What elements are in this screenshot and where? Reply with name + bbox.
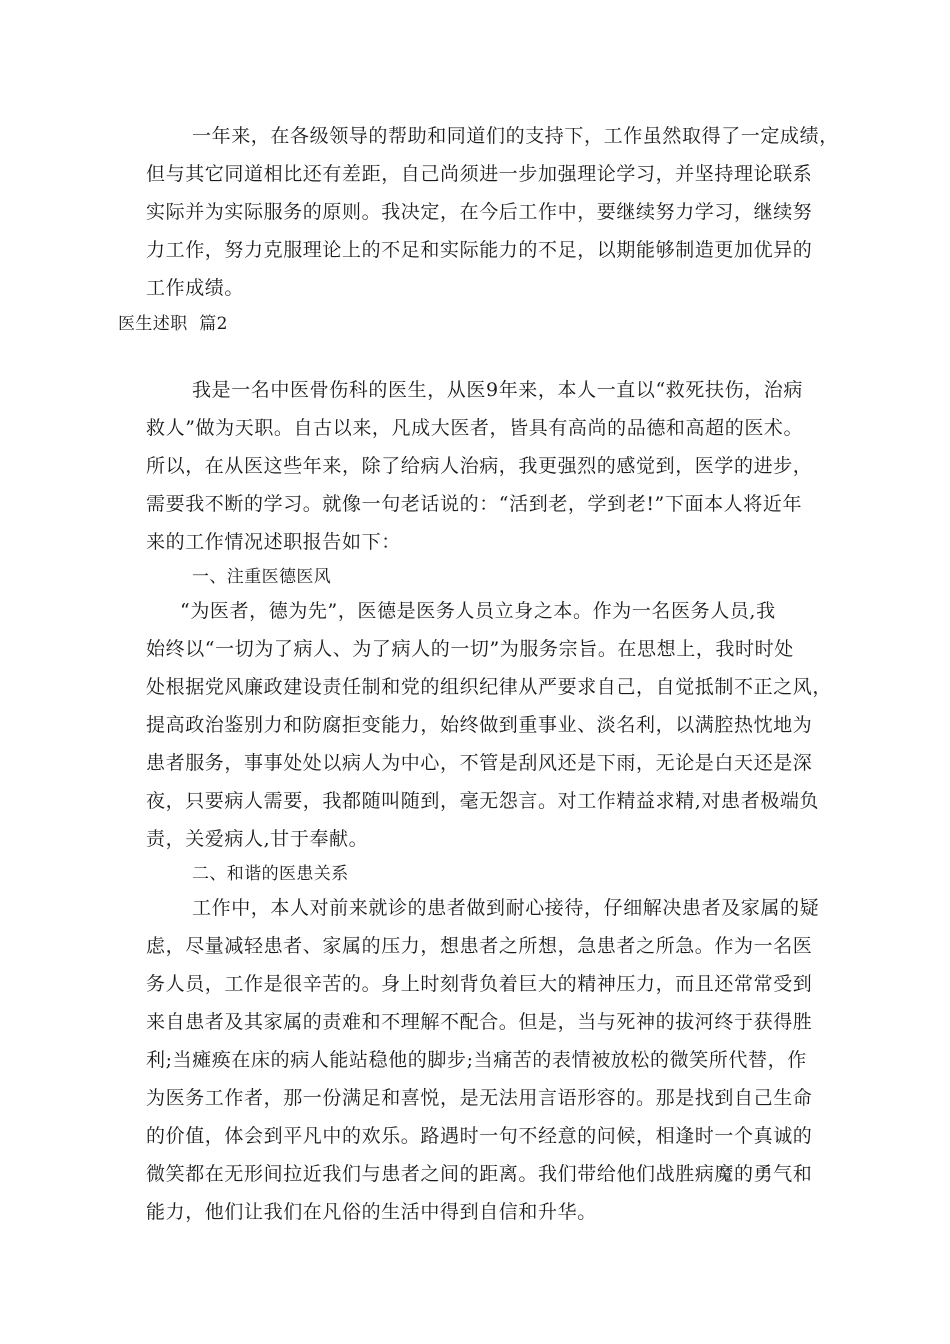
paragraph4-line-3: 务人员，工作是很辛苦的。身上时刻背负着巨大的精神压力，而且还常常受到 xyxy=(146,973,813,995)
subheading-medical-ethics: 一、注重医德医风 xyxy=(192,567,332,587)
paragraph4-line-1: 工作中，本人对前来就诊的患者做到耐心接待，仔细解决患者及家属的疑 xyxy=(192,897,820,919)
paragraph4-line-9: 能力，他们让我们在凡俗的生活中得到自信和升华。 xyxy=(146,1201,597,1223)
paragraph2-line-5: 来的工作情况述职报告如下： xyxy=(146,531,401,553)
subheading-doctor-patient-relations: 二、和谐的医患关系 xyxy=(192,864,349,884)
paragraph3-line-6: 夜，只要病人需要，我都随叫随到，毫无怨言。对工作精益求精,对患者极端负 xyxy=(146,790,820,812)
paragraph3-line-4: 提高政治鉴别力和防腐拒变能力，始终做到重事业、淡名利，以满腔热忱地为 xyxy=(146,714,813,736)
paragraph1-line-2: 但与其它同道相比还有差距，自己尚须进一步加强理论学习，并坚持理论联系 xyxy=(146,163,813,185)
paragraph1-line-3: 实际并为实际服务的原则。我决定，在今后工作中，要继续努力学习，继续努 xyxy=(146,201,813,223)
paragraph4-line-2: 虑，尽量减轻患者、家属的压力，想患者之所想，急患者之所急。作为一名医 xyxy=(146,935,813,957)
paragraph4-line-6: 为医务工作者，那一份满足和喜悦，是无法用言语形容的。那是找到自己生命 xyxy=(146,1087,813,1109)
paragraph3-line-2: 始终以“一切为了病人、为了病人的一切”为服务宗旨。在思想上，我时时处 xyxy=(146,638,794,660)
paragraph3-line-3: 处根据党风廉政建设责任制和党的组织纪律从严要求自己，自觉抵制不正之风， xyxy=(146,676,833,698)
paragraph4-line-5: 利;当瘫痪在床的病人能站稳他的脚步;当痛苦的表情被放松的微笑所代替，作 xyxy=(146,1049,807,1071)
paragraph3-line-5: 患者服务，事事处处以病人为中心，不管是刮风还是下雨，无论是白天还是深 xyxy=(146,752,813,774)
paragraph2-line-2: 救人”做为天职。自古以来，凡成大医者，皆具有高尚的品德和高超的医术。 xyxy=(146,417,804,439)
paragraph3-line-7: 责，关爱病人,甘于奉献。 xyxy=(146,828,369,850)
paragraph2-line-4: 需要我不断的学习。就像一句老话说的：“活到老，学到老!”下面本人将近年 xyxy=(146,493,803,515)
paragraph2-line-3: 所以，在从医这些年来，除了给病人治病，我更强烈的感觉到，医学的进步， xyxy=(146,455,813,477)
paragraph1-line-4: 力工作，努力克服理论上的不足和实际能力的不足，以期能够制造更加优异的 xyxy=(146,239,813,261)
paragraph4-line-7: 的价值，体会到平凡中的欢乐。路遇时一句不经意的问候，相逢时一个真诚的 xyxy=(146,1125,813,1147)
paragraph2-line-1: 我是一名中医骨伤科的医生，从医9年来，本人一直以“救死扶伤，治病 xyxy=(192,379,804,401)
paragraph1-line-1: 一年来，在各级领导的帮助和同道们的支持下，工作虽然取得了一定成绩， xyxy=(192,125,839,147)
section-title: 医生述职 篇2 xyxy=(118,314,228,334)
paragraph4-line-8: 微笑都在无形间拉近我们与患者之间的距离。我们带给他们战胜病魔的勇气和 xyxy=(146,1163,813,1185)
paragraph1-line-5: 工作成绩。 xyxy=(146,277,245,299)
paragraph4-line-4: 来自患者及其家属的责难和不理解不配合。但是，当与死神的拔河终于获得胜 xyxy=(146,1011,813,1033)
paragraph3-line-1: “为医者，德为先”，医德是医务人员立身之本。作为一名医务人员,我 xyxy=(180,600,776,622)
